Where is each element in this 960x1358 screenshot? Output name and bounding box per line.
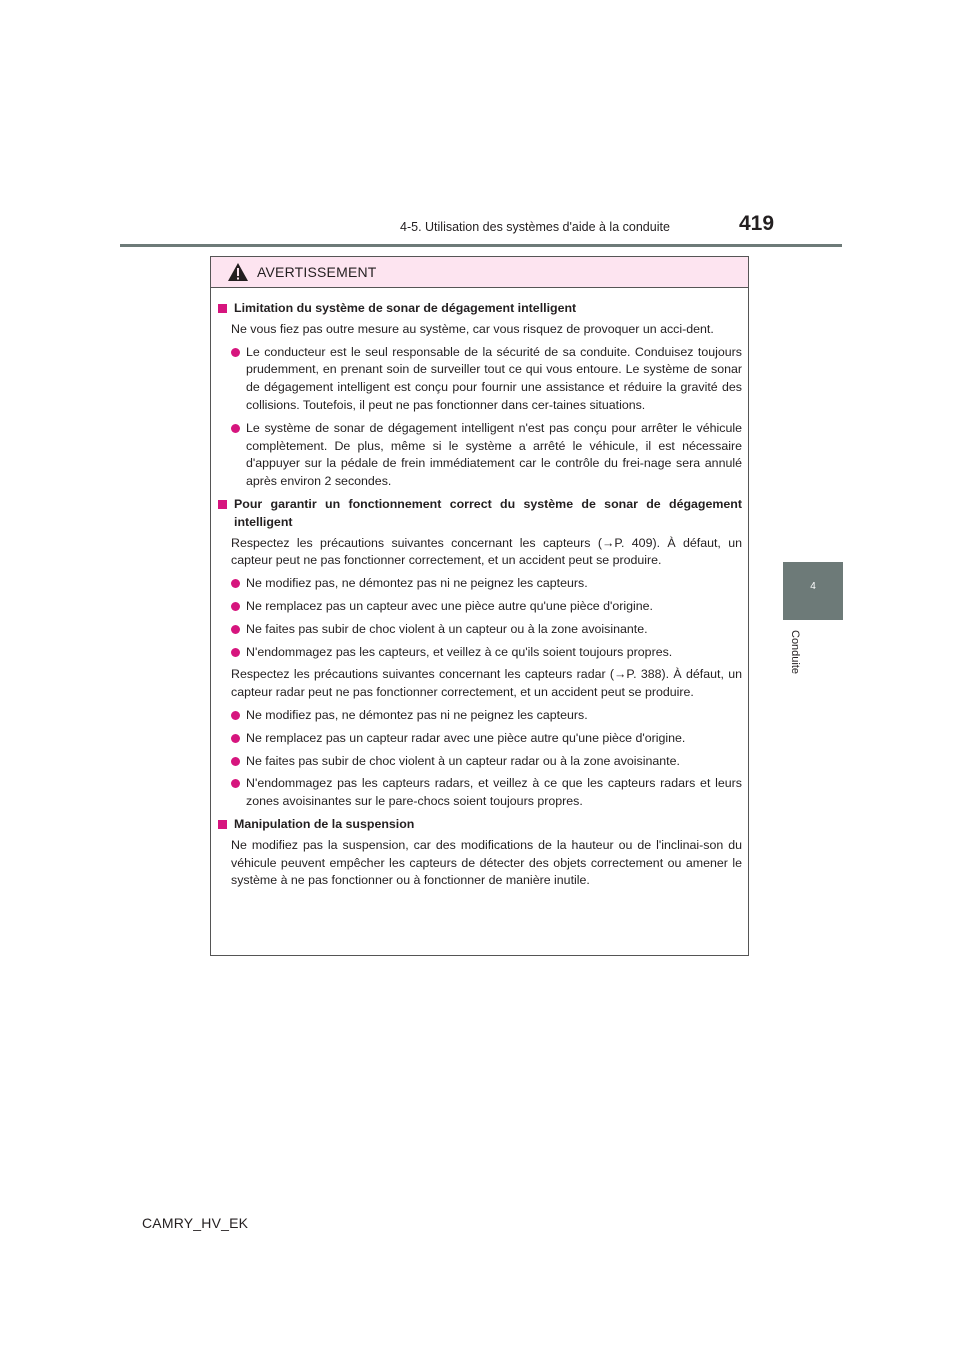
round-bullet-icon — [231, 602, 240, 611]
list-item: Ne remplacez pas un capteur avec une pièce autre qu'une pièce d'origine. — [218, 598, 742, 616]
list-item: Ne remplacez pas un capteur radar avec une pièce autre qu'une pièce d'origine. — [218, 730, 742, 748]
warning-body — [211, 288, 748, 890]
chapter-tab-label: Conduite — [789, 630, 801, 675]
list-item: Ne faites pas subir de choc violent à un capteur radar ou à la zone avoisinante. — [218, 753, 742, 771]
warning-title: AVERTISSEMENT — [257, 264, 377, 280]
list-item: Ne modifiez pas, ne démontez pas ni ne peignez les capteurs. — [218, 575, 742, 593]
list-item: N'endommagez pas les capteurs, et veillez à ce qu'ils soient toujours propres. — [218, 644, 742, 662]
square-bullet-icon — [218, 304, 227, 313]
list-item: N'endommagez pas les capteurs radars, et veillez à ce que les capteurs radars et leurs zones avoisinantes sur le pare-chocs soient toujours propres. — [218, 775, 742, 811]
section-heading: Pour garantir un fonctionnement correct du système de sonar de dégagement intelligent — [218, 496, 742, 532]
square-bullet-icon — [218, 820, 227, 829]
round-bullet-icon — [231, 779, 240, 788]
section-heading: Manipulation de la suspension — [218, 816, 742, 834]
warning-triangle-icon — [227, 262, 249, 282]
round-bullet-icon — [231, 711, 240, 720]
chapter-tab[interactable] — [783, 562, 843, 620]
round-bullet-icon — [231, 625, 240, 634]
paragraph: Respectez les précautions suivantes concernant les capteurs radar (→P. 388). À défaut, un capteur radar peut ne pas fonctionner correctement, et un accident peut se produire. — [231, 667, 742, 700]
page-number: 419 — [739, 212, 775, 235]
square-bullet-icon — [218, 500, 227, 509]
section-heading: Limitation du système de sonar de dégagement intelligent — [218, 300, 742, 318]
list-item: Ne faites pas subir de choc violent à un capteur ou à la zone avoisinante. — [218, 621, 742, 639]
paragraph: Ne modifiez pas la suspension, car des modifications de la hauteur ou de l'inclinai-son du véhicule peuvent empêcher les capteurs de détecter des objets correctement ou amener le système à ne pas fonctionner ou à fonctionner de manière inutile. — [231, 837, 742, 888]
list-item: Le système de sonar de dégagement intelligent n'est pas conçu pour arrêter le véhicule complètement. De plus, même si le système a arrêté le véhicule, il est nécessaire d'appuyer sur la pédale de frein immédiatement car le contrôle du frei-nage sera annulé après environ 2 secondes. — [218, 420, 742, 491]
round-bullet-icon — [231, 648, 240, 657]
model-code: CAMRY_HV_EK — [142, 1215, 249, 1231]
paragraph: Ne vous fiez pas outre mesure au système, car vous risquez de provoquer un acci-dent. — [231, 321, 714, 336]
round-bullet-icon — [231, 348, 240, 357]
round-bullet-icon — [231, 424, 240, 433]
warning-box — [210, 256, 749, 956]
round-bullet-icon — [231, 757, 240, 766]
list-item: Le conducteur est le seul responsable de la sécurité de sa conduite. Conduisez toujours prudemment, en prenant soin de surveiller tout ce qui vous entoure. Le système de sonar de dégagement intelligent est conçu pour fournir une assistance et réduire la gravité des collisions. Toutefois, il peut ne pas fonctionner dans cer-taines situations. — [218, 344, 742, 415]
list-item: Ne modifiez pas, ne démontez pas ni ne peignez les capteurs. — [218, 707, 742, 725]
round-bullet-icon — [231, 734, 240, 743]
header-rule — [120, 244, 842, 247]
chapter-tab-number: 4 — [810, 581, 816, 592]
warning-header — [211, 257, 748, 288]
round-bullet-icon — [231, 579, 240, 588]
paragraph: Respectez les précautions suivantes concernant les capteurs (→P. 409). À défaut, un capteur peut ne pas fonctionner correctement, et un accident peut se produire. — [231, 535, 742, 568]
chapter-title: 4-5. Utilisation des systèmes d'aide à la conduite — [400, 220, 670, 234]
